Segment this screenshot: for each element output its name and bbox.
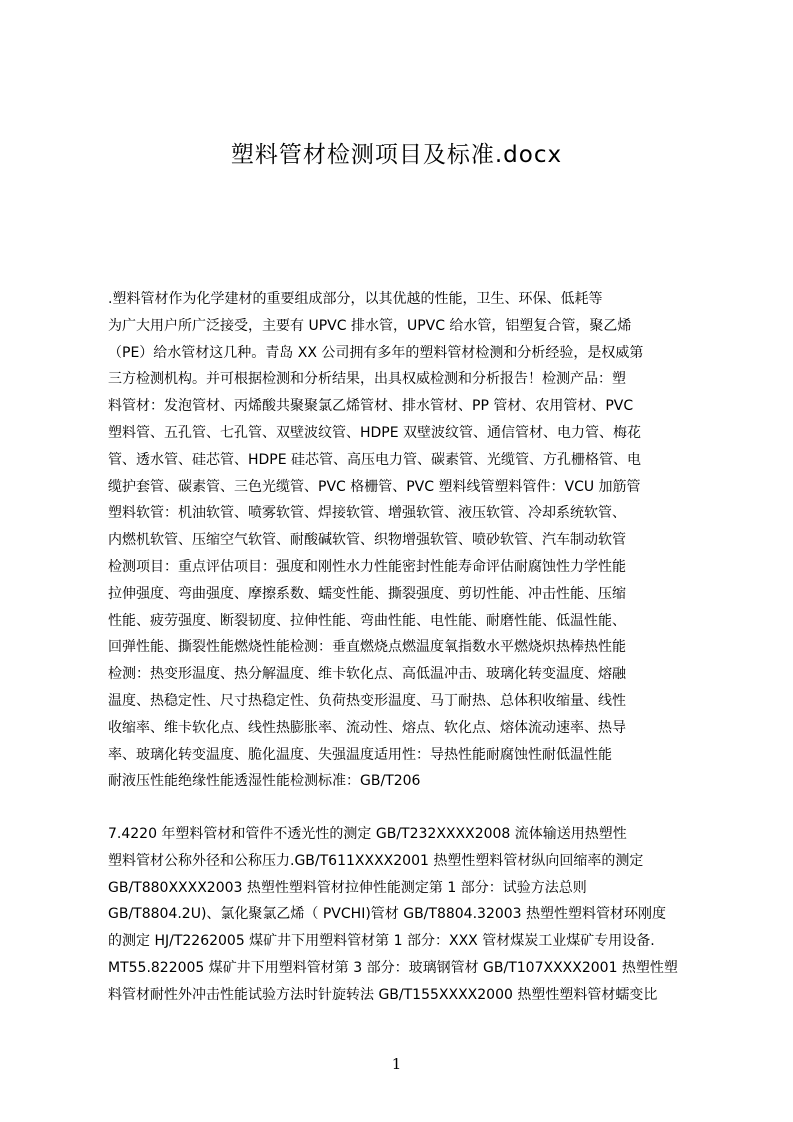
paragraph-line: 回弹性能、撕裂性能燃烧性能检测：垂直燃烧点燃温度氧指数水平燃烧炽热棒热性能: [108, 639, 626, 656]
paragraph-line: 三方检测机构。并可根据检测和分析结果，出具权威检测和分析报告！检测产品：塑: [108, 371, 626, 388]
body-paragraph-1: [108, 286, 698, 795]
paragraph-line: 料管材耐性外冲击性能试验方法时针旋转法 GB/T155XXXX2000 热塑性塑料管材蠕变比: [108, 986, 658, 1003]
paragraph-line: 内燃机软管、压缩空气软管、耐酸碱软管、织物增强软管、喷砂软管、汽车制动软管: [108, 532, 626, 549]
paragraph-line: 7.4220 年塑料管材和管件不透光性的测定 GB/T232XXXX2008 流体输送用热塑性: [108, 826, 627, 842]
page-number: 1: [391, 1055, 402, 1073]
document-title: 塑料管材检测项目及标准.docx: [230, 142, 563, 168]
paragraph-line: .塑料管材作为化学建材的重要组成部分，以其优越的性能，卫生、环保、低耗等: [108, 291, 603, 307]
body-paragraph-2: [108, 821, 698, 1009]
paragraph-line: 拉伸强度、弯曲强度、摩擦系数、蠕变性能、撕裂强度、剪切性能、冲击性能、压缩: [108, 585, 626, 602]
paragraph-line: 塑料管材公称外径和公称压力.GB/T611XXXX2001 热塑性塑料管材纵向回缩率的测定: [108, 852, 644, 869]
paragraph-line: 为广大用户所广泛接受，主要有 UPVC 排水管，UPVC 给水管，铝塑复合管，聚乙烯: [108, 317, 632, 334]
paragraph-line: 性能、疲劳强度、断裂韧度、拉伸性能、弯曲性能、电性能、耐磨性能、低温性能、: [108, 612, 626, 629]
paragraph-line: 的测定 HJ/T2262005 煤矿井下用塑料管材第 1 部分：XXX 管材煤炭工业煤矿专用设备.: [108, 933, 655, 950]
paragraph-line: 缆护套管、碳素管、三色光缆管、PVC 格栅管、PVC 塑料线管塑料管件：VCU 加筋管: [108, 478, 641, 495]
paragraph-line: （PE）给水管材这几种。青岛 XX 公司拥有多年的塑料管材检测和分析经验，是权威第: [108, 344, 644, 361]
paragraph-line: 收缩率、维卡软化点、线性热膨胀率、流动性、熔点、软化点、熔体流动速率、热导: [108, 719, 626, 736]
paragraph-line: 耐液压性能绝缘性能透湿性能检测标准：GB/T206: [108, 773, 421, 790]
paragraph-line: GB/T8804.2U)、氯化聚氯乙烯（ PVCHI)管材 GB/T8804.32003 热塑性塑料管材环刚度: [108, 906, 667, 923]
paragraph-line: 塑料管、五孔管、七孔管、双壁波纹管、HDPE 双壁波纹管、通信管材、电力管、梅花: [108, 424, 642, 441]
paragraph-line: 塑料软管：机油软管、喷雾软管、焊接软管、增强软管、液压软管、冷却系统软管、: [108, 505, 626, 522]
paragraph-line: GB/T880XXXX2003 热塑性塑料管材拉伸性能测定第 1 部分：试验方法总则: [108, 879, 587, 896]
paragraph-line: 料管材：发泡管材、丙烯酸共聚聚氯乙烯管材、排水管材、PP 管材、农用管材、PVC: [108, 398, 634, 415]
paragraph-line: MT55.822005 煤矿井下用塑料管材第 3 部分：玻璃钢管材 GB/T107XXXX2001 热塑性塑: [108, 959, 678, 976]
paragraph-line: 管、透水管、硅芯管、HDPE 硅芯管、高压电力管、碳素管、光缆管、方孔栅格管、电: [108, 451, 642, 468]
paragraph-line: 率、玻璃化转变温度、脆化温度、失强温度适用性：导热性能耐腐蚀性耐低温性能: [108, 746, 612, 763]
paragraph-line: 温度、热稳定性、尺寸热稳定性、负荷热变形温度、马丁耐热、总体积收缩量、线性: [108, 692, 626, 709]
paragraph-line: 检测项目：重点评估项目：强度和刚性水力性能密封性能寿命评估耐腐蚀性力学性能: [108, 558, 626, 575]
paragraph-line: 检测：热变形温度、热分解温度、维卡软化点、高低温冲击、玻璃化转变温度、熔融: [108, 666, 626, 683]
